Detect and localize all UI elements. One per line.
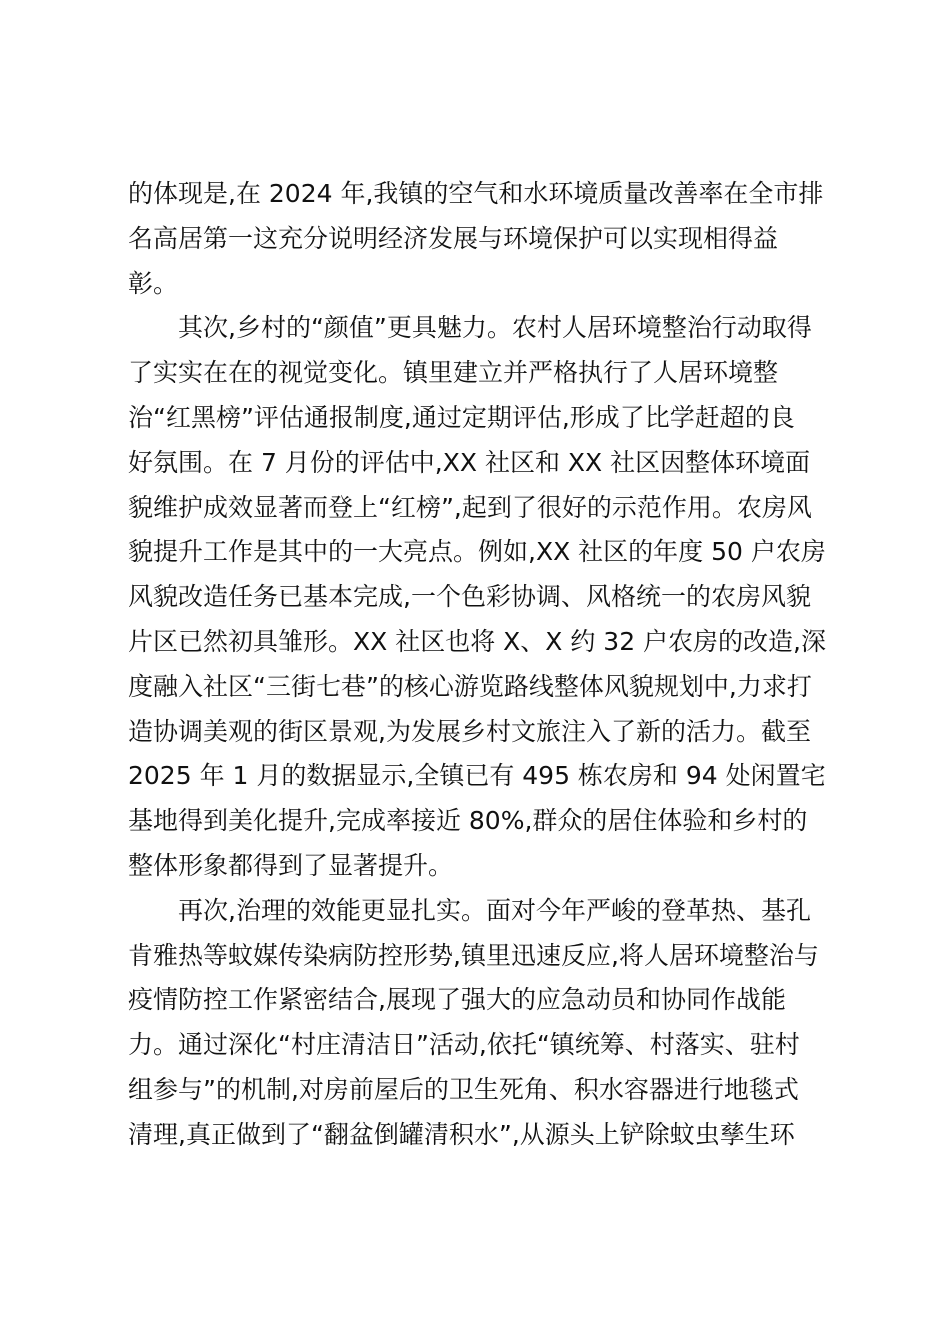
text-line: 力。通过深化“村庄清洁日”活动,依托“镇统筹、村落实、驻村	[128, 1030, 800, 1060]
text-line: 片区已然初具雏形。XX 社区也将 X、X 约 32 户农房的改造,深	[128, 626, 826, 656]
text-line: 了实实在在的视觉变化。镇里建立并严格执行了人居环境整	[128, 358, 779, 388]
text-line: 组参与”的机制,对房前屋后的卫生死角、积水容器进行地毯式	[128, 1074, 799, 1104]
text-line: 整体形象都得到了显著提升。	[128, 850, 454, 880]
text-line: 基地得到美化提升,完成率接近 80%,群众的居住体验和乡村的	[128, 806, 808, 836]
text-line: 度融入社区“三街七巷”的核心游览路线整体风貌规划中,力求打	[128, 671, 812, 701]
text-line: 好氛围。在 7 月份的评估中,XX 社区和 XX 社区因整体环境面	[128, 447, 811, 477]
text-line: 造协调美观的街区景观,为发展乡村文旅注入了新的活力。截至	[128, 716, 811, 746]
text-line: 再次,治理的效能更显扎实。面对今年严峻的登革热、基孔	[178, 895, 811, 925]
text-line: 名高居第一这充分说明经济发展与环境保护可以实现相得益	[128, 223, 779, 253]
text-line: 貌提升工作是其中的一大亮点。例如,XX 社区的年度 50 户农房	[128, 537, 826, 567]
document-body	[128, 172, 834, 1158]
text-line: 其次,乡村的“颜值”更具魅力。农村人居环境整治行动取得	[178, 313, 812, 343]
text-line: 彰。	[128, 268, 179, 298]
text-line: 貌维护成效显著而登上“红榜”,起到了很好的示范作用。农房风	[128, 492, 812, 522]
text-line: 风貌改造任务已基本完成,一个色彩协调、风格统一的农房风貌	[128, 582, 811, 612]
text-line: 疫情防控工作紧密结合,展现了强大的应急动员和协同作战能	[128, 985, 786, 1015]
text-line: 的体现是,在 2024 年,我镇的空气和水环境质量改善率在全市排	[128, 179, 824, 208]
text-line: 2025 年 1 月的数据显示,全镇已有 495 栋农房和 94 处闲置宅	[128, 761, 826, 791]
text-line: 清理,真正做到了“翻盆倒罐清积水”,从源头上铲除蚊虫孳生环	[128, 1119, 795, 1149]
text-line: 肯雅热等蚊媒传染病防控形势,镇里迅速反应,将人居环境整治与	[128, 940, 819, 970]
text-line: 治“红黑榜”评估通报制度,通过定期评估,形成了比学赶超的良	[128, 402, 795, 432]
